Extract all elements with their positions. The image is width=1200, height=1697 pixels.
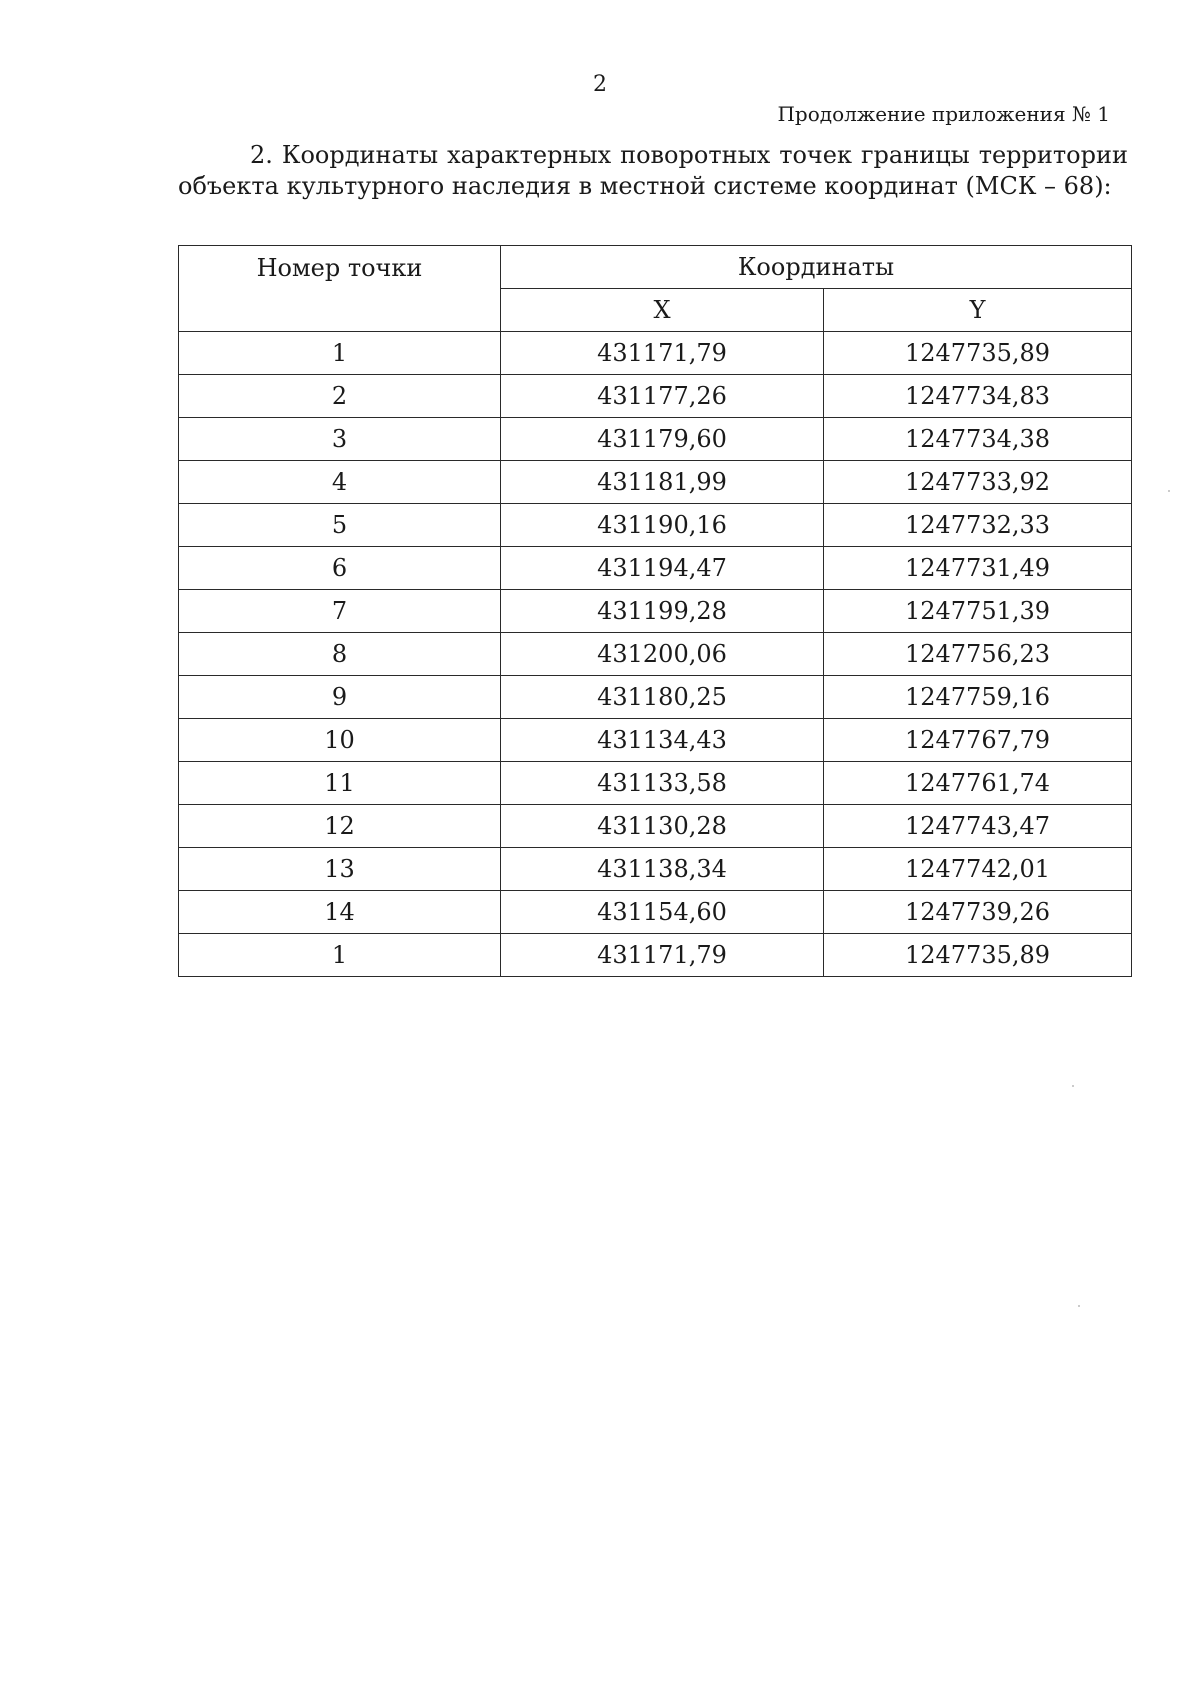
table-row bbox=[179, 590, 1132, 633]
cell-y: 1247733,92 bbox=[824, 461, 1132, 504]
table-row bbox=[179, 848, 1132, 891]
cell-point-number: 12 bbox=[179, 805, 501, 848]
cell-point-number: 1 bbox=[179, 934, 501, 977]
table-row bbox=[179, 461, 1132, 504]
cell-point-number: 14 bbox=[179, 891, 501, 934]
cell-x: 431179,60 bbox=[501, 418, 824, 461]
table-row bbox=[179, 547, 1132, 590]
cell-point-number: 11 bbox=[179, 762, 501, 805]
table-row bbox=[179, 375, 1132, 418]
cell-x: 431194,47 bbox=[501, 547, 824, 590]
cell-point-number: 7 bbox=[179, 590, 501, 633]
table-row bbox=[179, 762, 1132, 805]
cell-x: 431177,26 bbox=[501, 375, 824, 418]
coordinates-table-body bbox=[179, 332, 1132, 977]
cell-y: 1247756,23 bbox=[824, 633, 1132, 676]
cell-x: 431200,06 bbox=[501, 633, 824, 676]
cell-x: 431181,99 bbox=[501, 461, 824, 504]
coordinates-intro-paragraph bbox=[178, 140, 1128, 202]
header-x: X bbox=[501, 289, 824, 332]
appendix-continuation-note: Продолжение приложения № 1 bbox=[777, 102, 1110, 126]
page-number: 2 bbox=[593, 72, 607, 97]
cell-x: 431138,34 bbox=[501, 848, 824, 891]
cell-y: 1247761,74 bbox=[824, 762, 1132, 805]
cell-x: 431190,16 bbox=[501, 504, 824, 547]
cell-point-number: 13 bbox=[179, 848, 501, 891]
table-row bbox=[179, 719, 1132, 762]
cell-point-number: 6 bbox=[179, 547, 501, 590]
cell-y: 1247731,49 bbox=[824, 547, 1132, 590]
cell-x: 431171,79 bbox=[501, 332, 824, 375]
cell-y: 1247735,89 bbox=[824, 934, 1132, 977]
cell-point-number: 2 bbox=[179, 375, 501, 418]
cell-x: 431130,28 bbox=[501, 805, 824, 848]
cell-y: 1247732,33 bbox=[824, 504, 1132, 547]
header-point-number: Номер точки bbox=[179, 246, 501, 332]
cell-y: 1247739,26 bbox=[824, 891, 1132, 934]
header-y: Y bbox=[824, 289, 1132, 332]
cell-x: 431133,58 bbox=[501, 762, 824, 805]
cell-point-number: 1 bbox=[179, 332, 501, 375]
cell-y: 1247759,16 bbox=[824, 676, 1132, 719]
scan-speck bbox=[1072, 1085, 1074, 1087]
table-row bbox=[179, 934, 1132, 977]
cell-x: 431199,28 bbox=[501, 590, 824, 633]
cell-point-number: 4 bbox=[179, 461, 501, 504]
cell-y: 1247734,83 bbox=[824, 375, 1132, 418]
cell-x: 431180,25 bbox=[501, 676, 824, 719]
paragraph-line-2: объекта культурного наследия в местной системе координат (МСК – 68): bbox=[178, 172, 1112, 200]
header-coordinates: Координаты bbox=[501, 246, 1132, 289]
table-row bbox=[179, 504, 1132, 547]
cell-x: 431171,79 bbox=[501, 934, 824, 977]
table-row bbox=[179, 676, 1132, 719]
cell-point-number: 5 bbox=[179, 504, 501, 547]
scan-speck bbox=[1078, 1305, 1080, 1307]
cell-point-number: 3 bbox=[179, 418, 501, 461]
scan-speck bbox=[1168, 490, 1170, 492]
table-row bbox=[179, 332, 1132, 375]
coordinates-table bbox=[178, 245, 1132, 977]
cell-y: 1247742,01 bbox=[824, 848, 1132, 891]
cell-y: 1247734,38 bbox=[824, 418, 1132, 461]
cell-point-number: 10 bbox=[179, 719, 501, 762]
cell-y: 1247743,47 bbox=[824, 805, 1132, 848]
paragraph-line-1: 2. Координаты характерных поворотных точек границы территории bbox=[250, 141, 1128, 169]
table-row bbox=[179, 891, 1132, 934]
cell-point-number: 9 bbox=[179, 676, 501, 719]
cell-x: 431154,60 bbox=[501, 891, 824, 934]
cell-point-number: 8 bbox=[179, 633, 501, 676]
table-row bbox=[179, 418, 1132, 461]
table-row bbox=[179, 805, 1132, 848]
cell-y: 1247735,89 bbox=[824, 332, 1132, 375]
cell-y: 1247751,39 bbox=[824, 590, 1132, 633]
cell-y: 1247767,79 bbox=[824, 719, 1132, 762]
cell-x: 431134,43 bbox=[501, 719, 824, 762]
table-row bbox=[179, 633, 1132, 676]
